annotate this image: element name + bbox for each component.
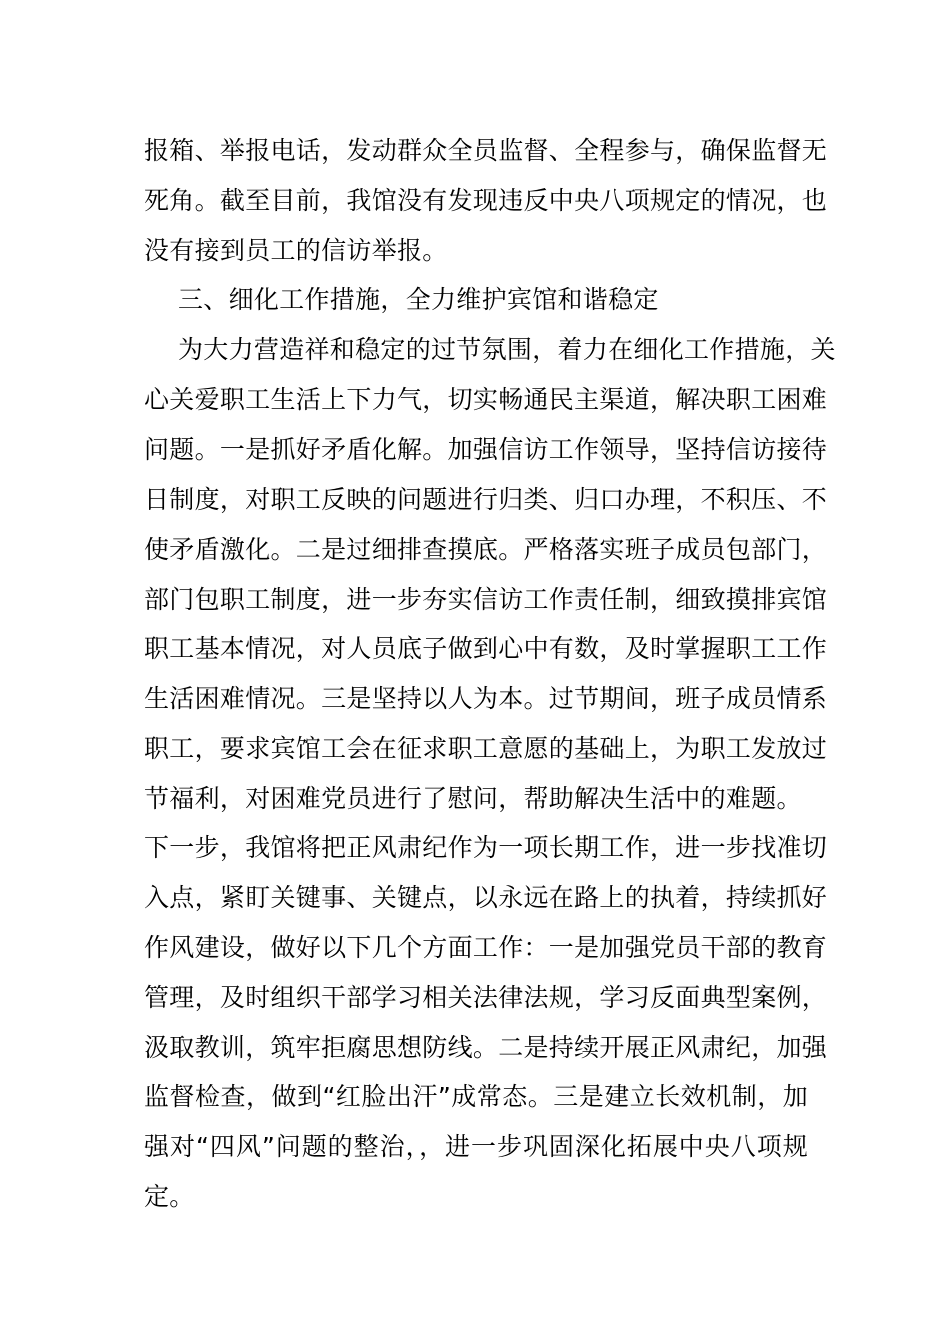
text-line-3: 没有接到员工的信访举报。 <box>144 236 448 265</box>
text-line-5: 为大力营造祥和稳定的过节氛围，着力在细化工作措施，关 <box>178 335 836 364</box>
text-line-6: 心关爱职工生活上下力气，切实畅通民主渠道，解决职工困难 <box>144 385 828 414</box>
text-line-1: 报箱、举报电话，发动群众全员监督、全程参与，确保监督无 <box>144 136 828 165</box>
text-line-15: 下一步，我馆将把正风肃纪作为一项长期工作，进一步找准切 <box>144 833 828 862</box>
text-line-21: 强对“四风”问题的整治，，进一步巩固深化拓展中央八项规 <box>144 1132 808 1161</box>
text-line-16: 入点，紧盯关键事、关键点，以永远在路上的执着，持续抓好 <box>144 883 828 912</box>
text-line-20: 监督检查，做到“红脸出汗”成常态。三是建立长效机制，加 <box>144 1082 808 1111</box>
text-line-8: 日制度，对职工反映的问题进行归类、归口办理，不积压、不 <box>144 485 828 514</box>
text-line-2: 死角。截至目前，我馆没有发现违反中央八项规定的情况，也 <box>144 186 828 215</box>
text-line-10: 部门包职工制度，进一步夯实信访工作责任制，细致摸排宾馆 <box>144 585 828 614</box>
text-line-19: 汲取教训，筑牢拒腐思想防线。二是持续开展正风肃纪，加强 <box>144 1033 828 1062</box>
text-line-9: 使矛盾激化。二是过细排查摸底。严格落实班子成员包部门， <box>144 535 828 564</box>
text-line-17: 作风建设，做好以下几个方面工作：一是加强党员干部的教育 <box>144 933 828 962</box>
text-line-14: 节福利，对困难党员进行了慰问，帮助解决生活中的难题。 <box>144 784 802 813</box>
text-line-7: 问题。一是抓好矛盾化解。加强信访工作领导，坚持信访接待 <box>144 435 828 464</box>
text-line-12: 生活困难情况。三是坚持以人为本。过节期间，班子成员情系 <box>144 684 828 713</box>
text-line-22: 定。 <box>144 1182 195 1211</box>
text-line-18: 管理，及时组织干部学习相关法律法规，学习反面典型案例， <box>144 983 828 1012</box>
section-heading: 三、细化工作措施，全力维护宾馆和谐稳定 <box>178 285 659 314</box>
text-line-13: 职工，要求宾馆工会在征求职工意愿的基础上，为职工发放过 <box>144 734 828 763</box>
text-line-11: 职工基本情况，对人员底子做到心中有数，及时掌握职工工作 <box>144 634 828 663</box>
